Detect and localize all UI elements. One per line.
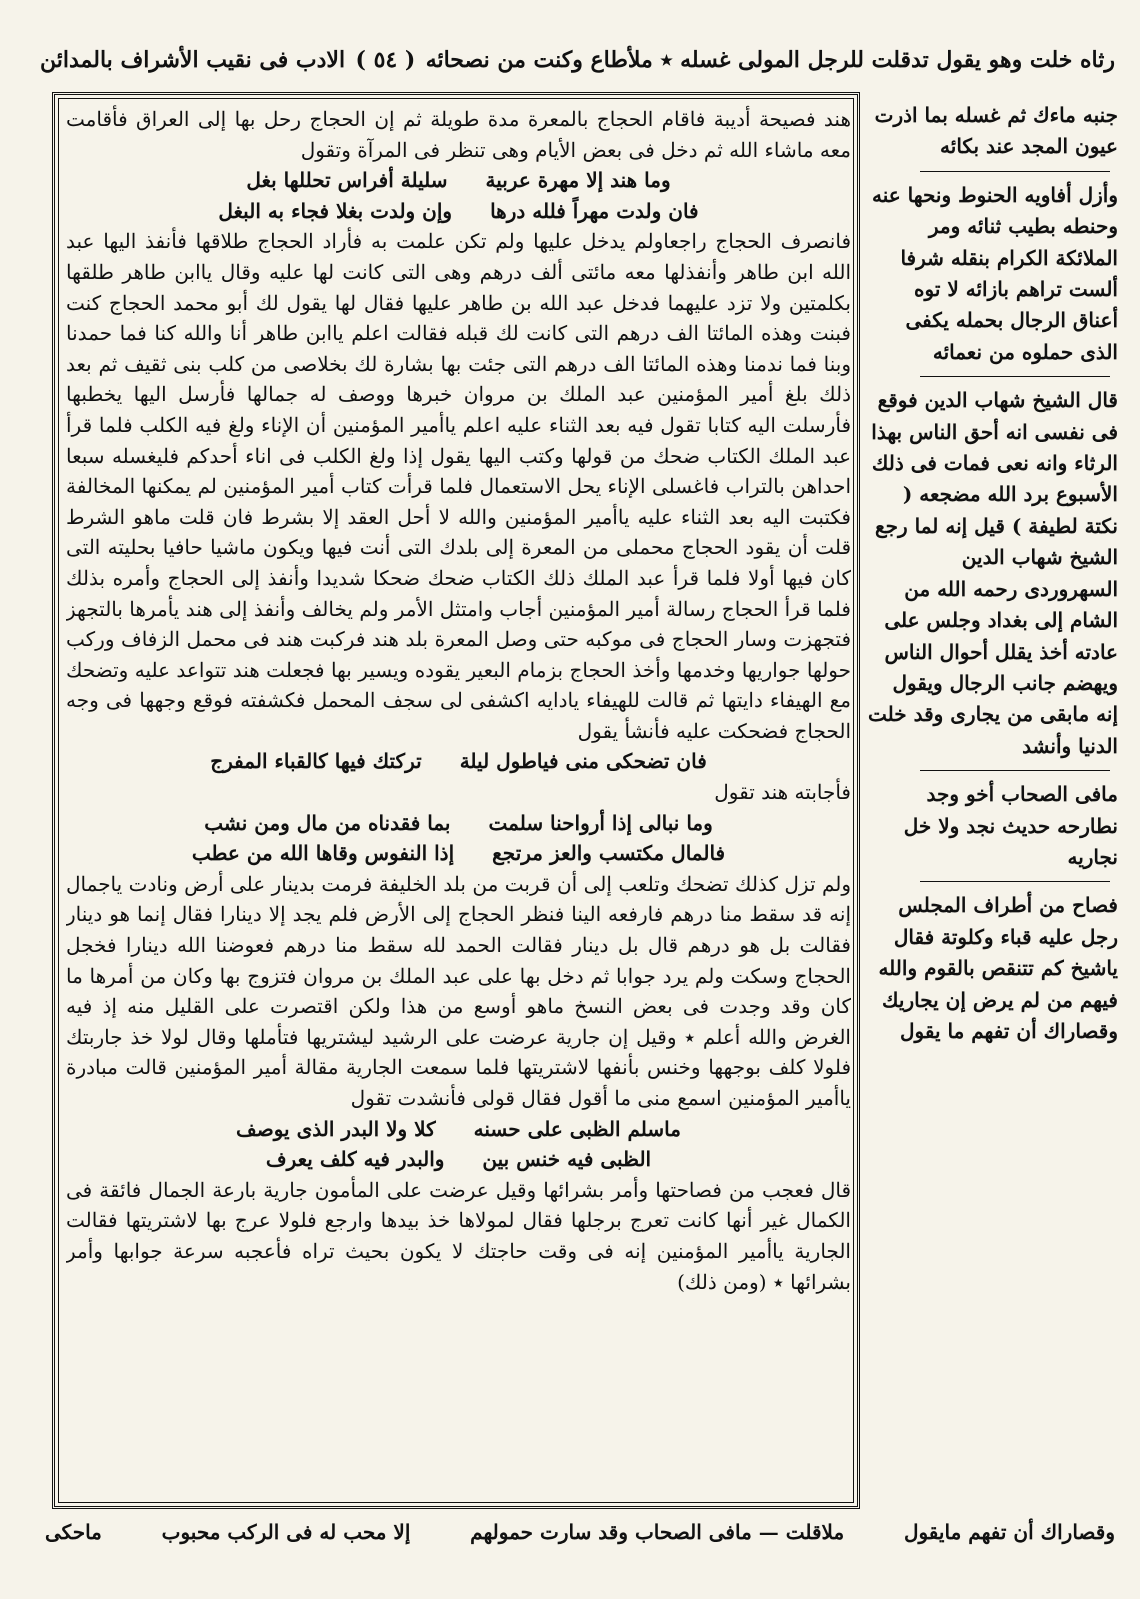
main-text-column (66, 104, 851, 1499)
margin-divider (920, 171, 1110, 172)
margin-paragraph-2: وأزل أفاويه الحنوط ونحها عنه وحنطه بطيب ثنائه ومر الملائكة الكرام بنقله شرفا ألست تراهم بازائه لا توه أعناق الرجال بحمله يكفى الذى حملوه من نعمائه (872, 182, 1118, 364)
verse-2-hemistich-a: فان ولدت مهراً فلله درها (490, 198, 699, 223)
verse-5 (66, 838, 851, 869)
verse-7 (66, 1144, 851, 1175)
verse-5-hemistich-a: فالمال مكتسب والعز مرتجع (492, 841, 726, 866)
footer-catchword: ماحكى (45, 1520, 102, 1544)
margin-divider (920, 770, 1110, 771)
verse-6-hemistich-a: ماسلم الظبى على حسنه (473, 1116, 681, 1141)
verse-2 (66, 196, 851, 227)
page-footer (45, 1512, 1115, 1552)
page-number: ( ٥٤ ) (355, 47, 416, 73)
verse-7-hemistich-b: والبدر فيه كلف يعرف (265, 1147, 445, 1172)
verse-3-hemistich-a: فان تضحكى منى فياطول ليلة (459, 749, 707, 774)
verse-4-hemistich-b: بما فقدناه من مال ومن نشب (204, 810, 451, 835)
margin-divider (920, 881, 1110, 882)
verse-3 (66, 746, 851, 777)
verse-1 (66, 165, 851, 196)
verse-7-hemistich-a: الظبى فيه خنس بين (482, 1147, 652, 1172)
footer-segment-3: إلا محب له فى الركب محبوب (161, 1520, 411, 1544)
margin-paragraph-1: جنبه ماءك ثم غسله بما اذرت عيون المجد عند بكائه (874, 103, 1118, 159)
verse-6 (66, 1114, 851, 1145)
verse-6-hemistich-b: كلا ولا البدر الذى يوصف (236, 1116, 436, 1141)
margin-divider (920, 376, 1110, 377)
margin-text-column (868, 100, 1118, 1505)
margin-paragraph-3: قال الشيخ شهاب الدين فوقع فى نفسى انه أحق الناس بهذا الرثاء وانه نعى فمات فى ذلك الأسبوع برد الله مضجعه ( نكتة لطيفة ) قيل إنه لما رجع الشيخ شهاب الدين السهروردى رحمه الله من الشام إلى بغداد وجلس على عادته أخذ يقلل أحوال الناس ويهضم جانب الرجال ويقول إنه مابقى من يجارى وقد خلت الدنيا وأنشد (868, 388, 1118, 758)
page-header (40, 40, 1115, 80)
header-right-text: رثاه خلت وهو يقول تدقلت للرجل المولى غسله ٭ ملأطاع وكنت من نصحائه (425, 47, 1115, 73)
paragraph-3: فأجابته هند تقول (714, 780, 851, 805)
verse-1-hemistich-b: سليلة أفراس تحللها بغل (246, 168, 448, 193)
paragraph-5: قال فعجب من فصاحتها وأمر بشرائها وقيل عرضت على المأمون جارية بارعة الجمال فائقة فى الكمال غير أنها كانت تعرج برجلها فقال لمولاها خذ بيدها وارجع فلولا عرج بها لاشتريتها فقالت الجارية ياأمير المؤمنين إنه فى وقت حاجتك لا يكون بحيث تراه فأعجبه سرعة جوابها وأمر بشرائها ٭ (ومن ذلك) (66, 1177, 851, 1294)
footer-segment-1: وقصاراك أن تفهم مايقول (903, 1520, 1115, 1544)
verse-4 (66, 808, 851, 839)
verse-2-hemistich-b: وإن ولدت بغلا فجاء به البغل (218, 198, 453, 223)
paragraph-4: ولم تزل كذلك تضحك وتلعب إلى أن قربت من بلد الخليفة فرمت بدينار على أرض ونادت ياجمال إنه قد سقط منا درهم فارفعه الينا فنظر الحجاج إلى الأرض فلم يجد إلا دينارا فقال إنما هو دينار فقالت بل هو درهم قال بل دينار فقالت الحمد لله سقط منا درهم فعوضنا الله دينارا فخجل الحجاج وسكت ولم يرد جوابا ثم دخل بها على عبد الملك بن مروان فتزوج بها وكان من أمرها ما كان وقد وجدت فى بعض النسخ ماهو أوسع من هذا ولكن اقتصرت على القليل منه إذ فيه الغرض والله أعلم ٭ وقيل إن جارية عرضت على الرشيد ليشتريها فتأملها وقال لولا خذ جاربتك فلولا كلف بوجهها وخنس بأنفها لاشتريتها فلما سمعت الجارية مقالة أمير المؤمنين قالت مبادرة ياأمير المؤمنين اسمع منى ما أقول فقال قولى فأنشدت تقول (66, 871, 851, 1110)
verse-5-hemistich-b: إذا النفوس وقاها الله من عطب (191, 841, 455, 866)
margin-paragraph-4: مافى الصحاب أخو وجد نطارحه حديث نجد ولا خل نجاريه (903, 782, 1118, 869)
footer-segment-2: ملاقلت — مافى الصحاب وقد سارت حمولهم (470, 1520, 845, 1544)
verse-4-hemistich-a: وما نبالى إذا أرواحنا سلمت (488, 810, 713, 835)
verse-1-hemistich-a: وما هند إلا مهرة عربية (485, 168, 671, 193)
margin-paragraph-5: فصاح من أطراف المجلس رجل عليه قباء وكلوتة فقال ياشيخ كم تتنقص بالقوم والله فيهم من لم يرض إن يجاريك وقصاراك أن تفهم ما يقول (878, 893, 1118, 1043)
paragraph-1: هند فصيحة أديبة فاقام الحجاج بالمعرة مدة طويلة ثم إن الحجاج رحل بها إلى العراق فأقامت معه ماشاء الله ثم دخل فى بعض الأيام وهى تنظر فى المرآة وتقول (66, 107, 851, 162)
header-left-text: الادب فى نقيب الأشراف بالمدائن (40, 47, 346, 73)
paragraph-2: فانصرف الحجاج راجعاولم يدخل عليها ولم تكن علمت به فأراد الحجاج طلاقها فأنفذ اليها عبد الله ابن طاهر وأنفذلها معه مائتى ألف درهم وهى التى كانت لها عليه وقال ياابن طاهر طلقها بكلمتين ولا تزد عليهما فدخل عبد الله بن طاهر عليها فقال لها يقول لك أبو محمد الحجاج كنت فبنت وهذه المائتا الف درهم التى كانت لك قبله فقالت اعلم ياابن طاهر أنا والله كنا فما حمدنا وبنا فما ندمنا وهذه المائتا الف درهم التى جئت بها بشارة لك بخلاصى من كلب بنى ثقيف ثم بعد ذلك بلغ أمير المؤمنين عبد الملك بن مروان خبرها ووصف له جمالها فأرسل اليها يخطبها فأرسلت اليه كتابا تقول فيه بعد الثناء عليه اعلم ياأمير المؤمنين أن الإناء ولغ فيه الكلب فلما قرأ عبد الملك الكتاب ضحك من قولها وكتب اليها يقول إذا ولغ الكلب فى اناء أحدكم فليغسله سبعا احداهن بالتراب فاغسلى الإناء يحل الاستعمال فلما قرأت كتاب أمير المؤمنين لم يمكنها المخالفة فكتبت اليه بعد الثناء عليه ياأمير المؤمنين والله لا أحل العقد إلا بشرط فان قلت ماهو الشرط قلت أن يقود الحجاج محملى من المعرة إلى بلدك التى أنت فيها ويكون ماشيا حافيا بحليته التى كان فيها أولا فلما قرأ عبد الملك ذلك الكتاب ضحك ضحكا شديدا وأنفذ إلى الحجاج وأمره بذلك فلما قرأ الحجاج رسالة أمير المؤمنين أجاب وامتثل الأمر ولم يخالف وأنفذ إلى هند يأمرها بالتجهز فتجهزت وسار الحجاج فى موكبه حتى وصل المعرة بلد هند فركبت هند فى محمل الزفاف وركب حولها جواريها وخدمها وأخذ الحجاج بزمام البعير يقوده ويسير بها فجعلت هند تتواعد عليه وتضحك مع الهيفاء دايتها ثم قالت للهيفاء يادايه اكشفى لى سجف المحمل فكشفته فوقع وجهها فى وجه الحجاج فضحكت عليه فأنشأ يقول (66, 229, 851, 743)
verse-3-hemistich-b: تركتك فيها كالقباء المفرج (210, 749, 422, 774)
